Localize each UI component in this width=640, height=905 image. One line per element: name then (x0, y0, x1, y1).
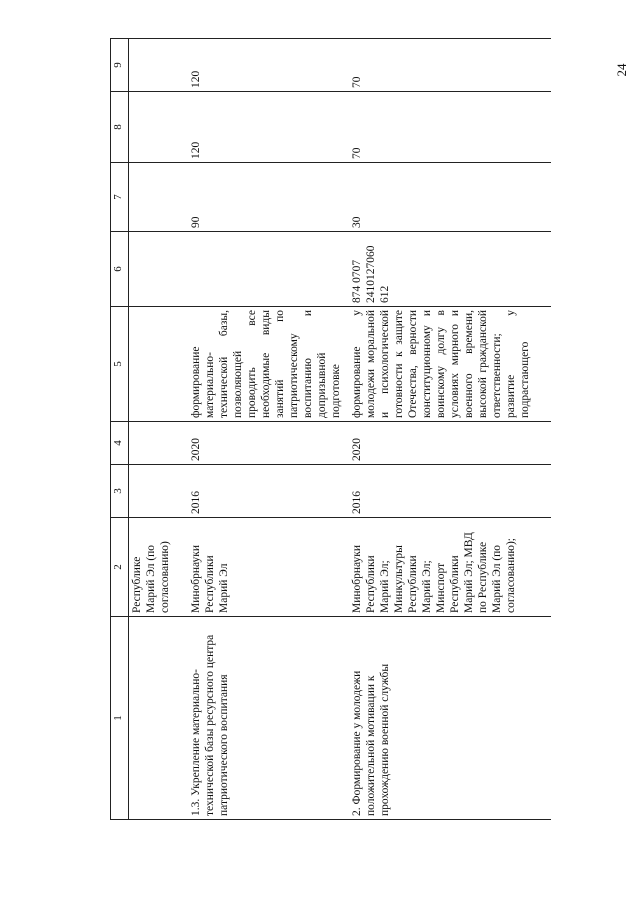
page-number: 24 (614, 63, 629, 77)
column-header-6: 6 (111, 232, 129, 307)
program-table-rotated (110, 60, 540, 820)
table-row (183, 39, 344, 820)
cell-start-year: 2016 (183, 465, 344, 518)
program-table (110, 38, 551, 820)
column-header-7: 7 (111, 163, 129, 232)
cell-expected-result: формирование у молодежи моральной и психологической готовности к защите Отечества, верности конституционному и воинскому долгу в условиях мирного и военного времени, высокой гражданской ответственности; развитие у подрастающего (344, 307, 551, 422)
cell-expected-result: формирование материально-технической базы, позволяющей проводить все необходимые виды занятий по патриотическому воспитанию и допризывной подготовке (183, 307, 344, 422)
cell-8 (129, 92, 184, 163)
column-header-8: 8 (111, 92, 129, 163)
cell-4 (129, 422, 184, 465)
cell-value-7: 30 (344, 163, 551, 232)
cell-value-9: 70 (344, 39, 551, 92)
cell-end-year: 2020 (344, 422, 551, 465)
cell-measure: 2. Формирование у молодежи положительной мотивации к прохождению военной службы (344, 617, 551, 820)
table-header-row (111, 39, 129, 820)
cell-value-9: 120 (183, 39, 344, 92)
cell-9 (129, 39, 184, 92)
cell-budget-code: 874 0707 2410127060 612 (344, 232, 551, 307)
column-header-9: 9 (111, 39, 129, 92)
cell-executor-continued: Республике Марий Эл (по согласованию) (129, 518, 184, 617)
cell-start-year: 2016 (344, 465, 551, 518)
column-header-1: 1 (111, 617, 129, 820)
cell-value-8: 120 (183, 92, 344, 163)
cell-3 (129, 465, 184, 518)
cell-end-year: 2020 (183, 422, 344, 465)
cell-value-8: 70 (344, 92, 551, 163)
column-header-4: 4 (111, 422, 129, 465)
cell-value-7: 90 (183, 163, 344, 232)
cell-measure: 1.3. Укрепление материально-технической базы ресурсного центра патриотического воспитания (183, 617, 344, 820)
table-row-continuation (129, 39, 184, 820)
column-header-5: 5 (111, 307, 129, 422)
table-row (344, 39, 551, 820)
cell-5 (129, 307, 184, 422)
column-header-2: 2 (111, 518, 129, 617)
column-header-3: 3 (111, 465, 129, 518)
cell-executor: Минобрнауки Республики Марий Эл (183, 518, 344, 617)
cell-budget-code (183, 232, 344, 307)
cell-executor: Минобрнауки Республики Марий Эл; Минкультуры Республики Марий Эл; Минспорт Республики Марий Эл; МВД по Республике Марий Эл (по согласованию); (344, 518, 551, 617)
cell-7 (129, 163, 184, 232)
cell-6 (129, 232, 184, 307)
cell-1 (129, 617, 184, 820)
